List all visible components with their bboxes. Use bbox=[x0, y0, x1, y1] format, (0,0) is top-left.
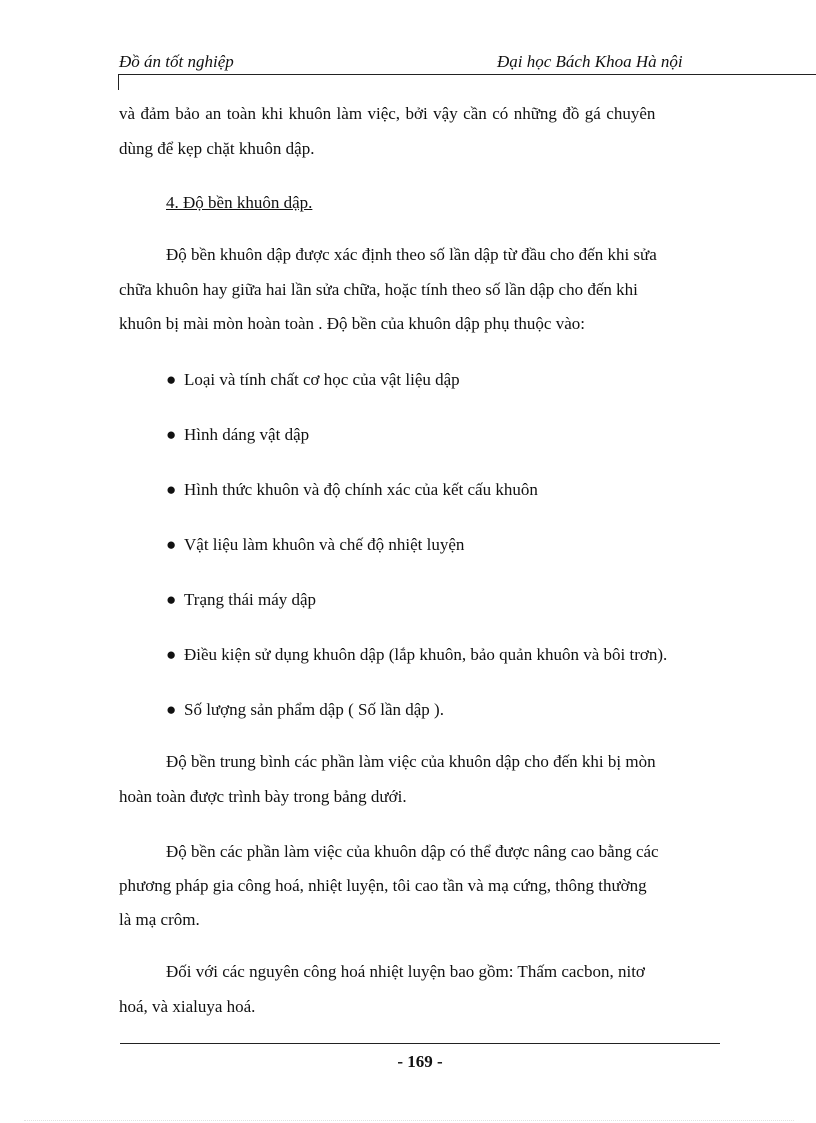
bullet-text: Số lượng sản phẩm dập ( Số lần dập ). bbox=[184, 700, 444, 719]
header-rule-tick bbox=[118, 74, 119, 90]
bullet-text: Hình dáng vật dập bbox=[184, 425, 310, 444]
bullet-dot-icon: ● bbox=[166, 425, 177, 444]
body-line: Độ bền trung bình các phần làm việc của khuôn dập cho đến khi bị mòn bbox=[166, 752, 656, 771]
body-line: hoá, và xialuya hoá. bbox=[119, 997, 256, 1016]
bullet-text: Loại và tính chất cơ học của vật liệu dập bbox=[184, 370, 460, 389]
body-line: Độ bền khuôn dập được xác định theo số lần dập từ đầu cho đến khi sửa bbox=[166, 245, 657, 264]
bullet-item bbox=[166, 590, 316, 610]
body-line: chữa khuôn hay giữa hai lần sửa chữa, hoặc tính theo số lần dập cho đến khi bbox=[119, 280, 638, 299]
bullet-dot-icon: ● bbox=[166, 370, 177, 389]
bullet-text: Hình thức khuôn và độ chính xác của kết cấu khuôn bbox=[184, 480, 538, 499]
body-line: Đối với các nguyên công hoá nhiệt luyện bao gồm: Thấm cacbon, nitơ bbox=[166, 962, 645, 981]
bullet-item bbox=[166, 645, 667, 665]
footer-rule bbox=[120, 1043, 720, 1044]
header-university-label: Đại học Bách Khoa Hà nội bbox=[497, 52, 683, 71]
bullet-item bbox=[166, 700, 444, 720]
page-bottom-dotted-edge bbox=[24, 1120, 794, 1121]
bullet-item bbox=[166, 480, 538, 500]
header-rule bbox=[118, 74, 816, 75]
body-line: và đảm bảo an toàn khi khuôn làm việc, bởi vậy cần có những đồ gá chuyên bbox=[119, 104, 656, 123]
bullet-text: Vật liệu làm khuôn và chế độ nhiệt luyện bbox=[184, 535, 465, 554]
section-heading: 4. Độ bền khuôn dập. bbox=[166, 193, 313, 212]
bullet-dot-icon: ● bbox=[166, 590, 177, 609]
body-line: hoàn toàn được trình bày trong bảng dưới. bbox=[119, 787, 407, 806]
bullet-item bbox=[166, 370, 460, 390]
page-number: - 169 - bbox=[397, 1052, 443, 1071]
body-line: là mạ crôm. bbox=[119, 910, 200, 929]
bullet-text: Điều kiện sử dụng khuôn dập (lắp khuôn, bảo quản khuôn và bôi trơn). bbox=[184, 645, 668, 664]
header-thesis-label: Đồ án tốt nghiệp bbox=[119, 52, 234, 71]
bullet-dot-icon: ● bbox=[166, 645, 177, 664]
bullet-text: Trạng thái máy dập bbox=[184, 590, 317, 609]
body-line: phương pháp gia công hoá, nhiệt luyện, tôi cao tần và mạ cứng, thông thường bbox=[119, 876, 647, 895]
bullet-item bbox=[166, 425, 309, 445]
bullet-item bbox=[166, 535, 464, 555]
body-line: khuôn bị mài mòn hoàn toàn . Độ bền của khuôn dập phụ thuộc vào: bbox=[119, 314, 585, 333]
bullet-dot-icon: ● bbox=[166, 480, 177, 499]
bullet-dot-icon: ● bbox=[166, 535, 177, 554]
bullet-dot-icon: ● bbox=[166, 700, 177, 719]
body-line: Độ bền các phần làm việc của khuôn dập có thể được nâng cao bằng các bbox=[166, 842, 659, 861]
body-line: dùng để kẹp chặt khuôn dập. bbox=[119, 139, 315, 158]
